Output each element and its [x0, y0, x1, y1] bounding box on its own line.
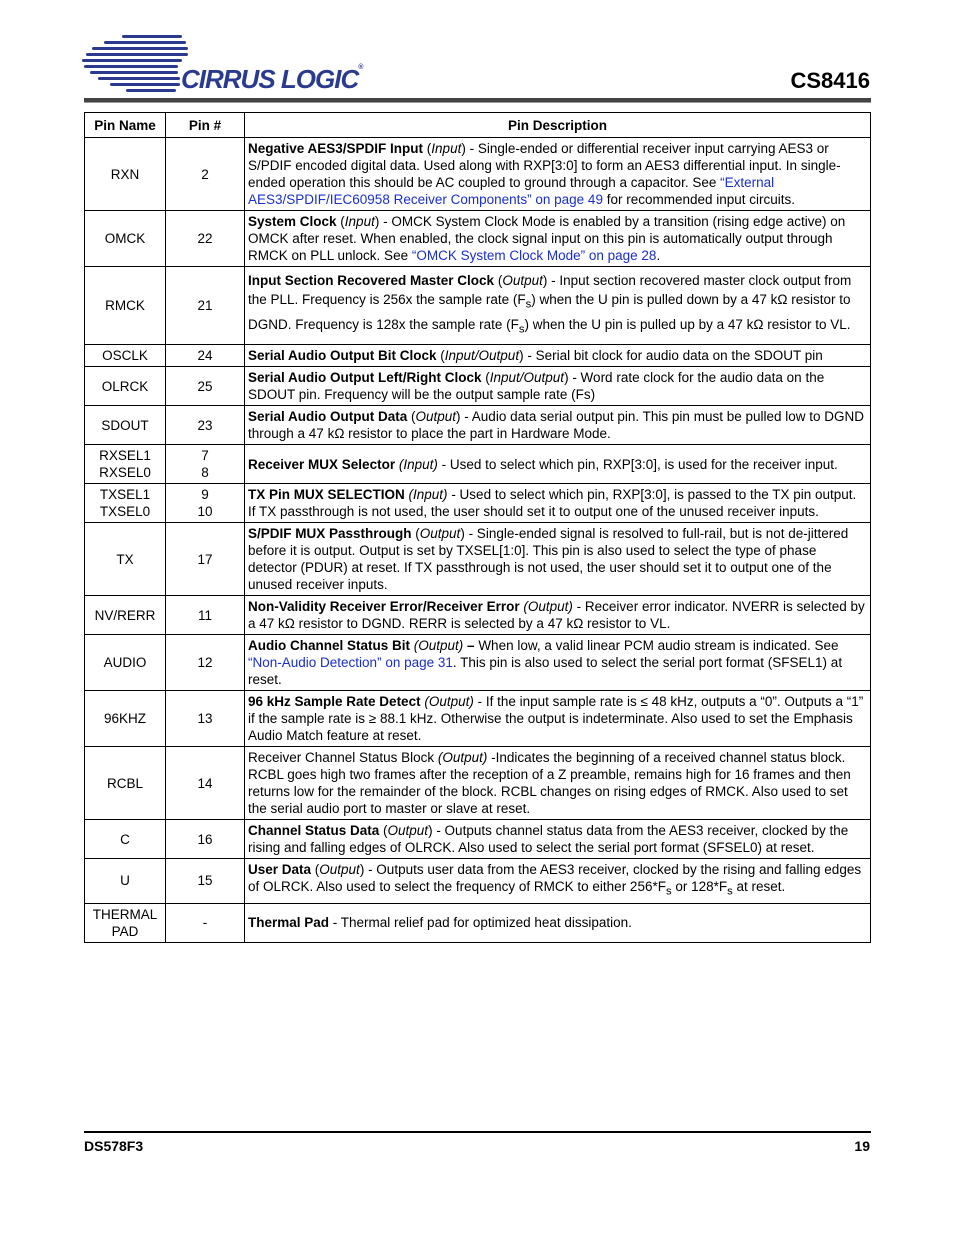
page-number: 19: [854, 1138, 870, 1154]
pin-description: Input Section Recovered Master Clock (Output) - Input section recovered master clock output from the PLL. Frequency is 256x the sample rate $(F_s)$ when the U pin is pulled down by a 47 kΩ resistor to DGND. Frequency is 128x the sample rate $(F_s)$ when the U pin is pulled up by a 47 kΩ resistor to VL.: [245, 267, 871, 345]
pin-description: TX Pin MUX SELECTION (Input) - Used to select which pin, RXP[3:0], is passed to the TX pin output. If TX passthrough is not used, the user should set it to output one of the unused receiver inputs.: [245, 484, 871, 523]
pin-title: TX Pin MUX SELECTION: [248, 487, 405, 502]
pin-title: User Data: [248, 862, 312, 877]
table-row: [85, 691, 871, 747]
table-row: [85, 211, 871, 267]
pin-name: RXSEL1 RXSEL0: [85, 445, 166, 484]
pin-title: 96 kHz Sample Rate Detect: [248, 694, 421, 709]
col-header-pin-name: Pin Name: [85, 113, 166, 138]
pin-direction: Output: [319, 862, 360, 877]
pin-direction: Output: [387, 823, 429, 838]
pin-description: System Clock (Input) - OMCK System Clock Mode is enabled by a transition (rising edge active) on OMCK after reset. When enabled, the clock signal input on this pin is automatically output through RMCK on PLL unlock. See “OMCK System Clock Mode” on page 28.: [245, 211, 871, 267]
pin-direction: Output: [415, 409, 457, 424]
table-row: [85, 903, 871, 942]
table-row: [85, 406, 871, 445]
table-row: [85, 267, 871, 345]
pin-direction: (Output): [424, 694, 474, 709]
table-row: [85, 445, 871, 484]
table-row: [85, 345, 871, 367]
pin-title: Receiver Channel Status Block: [248, 750, 435, 765]
pin-title: Serial Audio Output Left/Right Clock: [248, 370, 482, 385]
pin-number: 9 10: [166, 484, 245, 523]
pin-name: RCBL: [85, 747, 166, 820]
logo-wordmark: CIRRUS LOGIC®: [181, 64, 363, 94]
pin-description: S/PDIF MUX Passthrough (Output) - Single-ended signal is resolved to full-rail, but is not de-jittered before it is output. Output is set by TXSEL[1:0]. This pin is also used to select the type of phase detector (PDUR) at reset. If TX passthrough is not used, the user should set it to output one of the unused receiver inputs.: [245, 523, 871, 596]
table-header-row: [85, 113, 871, 138]
footer-rule: [84, 1131, 871, 1133]
pin-name: 96KHZ: [85, 691, 166, 747]
col-header-pin-number: Pin #: [166, 113, 245, 138]
pin-title: Receiver MUX Selector: [248, 456, 396, 472]
pin-direction: Input: [344, 214, 375, 229]
header-rule: [84, 98, 871, 103]
pin-direction: (Output): [413, 638, 464, 653]
pin-name: TX: [85, 523, 166, 596]
document-id: DS578F3: [84, 1138, 144, 1154]
pin-direction: Input/Output: [444, 348, 520, 363]
pin-number: 14: [166, 747, 245, 820]
pin-title: Non-Validity Receiver Error/Receiver Error: [248, 599, 520, 614]
pin-name: AUDIO: [85, 635, 166, 691]
pin-description: Non-Validity Receiver Error/Receiver Error (Output) - Receiver error indicator. NVERR is selected by a 47 kΩ resistor to DGND. RERR is selected by a 47 kΩ resistor to VL.: [245, 596, 871, 635]
pin-direction: (Output): [437, 750, 488, 765]
pin-title: Audio Channel Status Bit: [248, 638, 410, 653]
table-row: [85, 484, 871, 523]
pin-description-table: [84, 112, 871, 943]
pin-name: RMCK: [85, 267, 166, 345]
part-number: CS8416: [790, 68, 870, 93]
pin-name: C: [85, 820, 166, 859]
pin-name: U: [85, 859, 166, 904]
pin-description: Negative AES3/SPDIF Input (Input) - Single-ended or differential receiver input carrying AES3 or S/PDIF encoded digital data. Used along with RXP[3:0] to form an AES3 differential input. In single-ended operation this should be AC coupled to ground through a capacitor. See “External AES3/SPDIF/IEC60958 Receiver Components” on page 49 for recommended input circuits.: [245, 138, 871, 211]
pin-number: 21: [166, 267, 245, 345]
pin-number: 25: [166, 367, 245, 406]
pin-title: Negative AES3/SPDIF Input: [248, 141, 424, 156]
pin-number: 24: [166, 345, 245, 367]
pin-number: 11: [166, 596, 245, 635]
pin-title: System Clock: [248, 214, 337, 229]
table-row: [85, 596, 871, 635]
pin-title: Input Section Recovered Master Clock: [248, 273, 495, 289]
pin-title: Serial Audio Output Bit Clock: [248, 348, 437, 363]
pin-description: Channel Status Data (Output) - Outputs channel status data from the AES3 receiver, clocked by the rising and falling edges of OLRCK. Also used to select the serial port format (SFSEL0) at reset.: [245, 820, 871, 859]
pin-name: THERMAL PAD: [85, 903, 166, 942]
pin-description: Audio Channel Status Bit (Output) – When low, a valid linear PCM audio stream is indicated. See “Non-Audio Detection” on page 31. This pin is also used to select the serial port format (SFSEL1) at reset.: [245, 635, 871, 691]
pin-name: RXN: [85, 138, 166, 211]
pin-number: 17: [166, 523, 245, 596]
pin-name: OMCK: [85, 211, 166, 267]
table-row: [85, 523, 871, 596]
pin-number: 13: [166, 691, 245, 747]
pin-name: OSCLK: [85, 345, 166, 367]
pin-direction: (Input): [408, 487, 448, 502]
pin-description: User Data (Output) - Outputs user data from the AES3 receiver, clocked by the rising and falling edges of OLRCK. Also used to select the frequency of RMCK to either $256*F_s$ or $128*F_s$ at reset.: [245, 859, 871, 904]
cross-reference-link[interactable]: “External AES3/SPDIF/IEC60958 Receiver Components” on page 49: [248, 175, 775, 207]
pin-direction: Output: [419, 526, 461, 541]
pin-name: TXSEL1 TXSEL0: [85, 484, 166, 523]
pin-number: 12: [166, 635, 245, 691]
pin-number: 22: [166, 211, 245, 267]
pin-description: 96 kHz Sample Rate Detect (Output) - If the input sample rate is ≤ 48 kHz, outputs a “0”. Outputs a “1” if the sample rate is ≥ 88.1 kHz. Otherwise the output is indeterminate. Also used to set the Emphasis Audio Match feature at reset.: [245, 691, 871, 747]
pin-direction: Input/Output: [489, 370, 565, 385]
table-row: [85, 138, 871, 211]
pin-number: 16: [166, 820, 245, 859]
pin-number: 2: [166, 138, 245, 211]
pin-description: Serial Audio Output Data (Output) - Audio data serial output pin. This pin must be pulled low to DGND through a 47 kΩ resistor to place the part in Hardware Mode.: [245, 406, 871, 445]
pin-number: 7 8: [166, 445, 245, 484]
pin-title: Thermal Pad: [248, 915, 330, 931]
table-row: [85, 859, 871, 904]
cross-reference-link[interactable]: “Non-Audio Detection” on page 31: [248, 655, 453, 670]
pin-direction: (Input): [398, 456, 438, 472]
pin-direction: (Output): [523, 599, 573, 614]
pin-direction: Output: [502, 273, 543, 289]
pin-number: 23: [166, 406, 245, 445]
pin-description: Serial Audio Output Left/Right Clock (Input/Output) - Word rate clock for the audio data on the SDOUT pin. Frequency will be the output sample rate (Fs): [245, 367, 871, 406]
cross-reference-link[interactable]: “OMCK System Clock Mode” on page 28: [411, 248, 657, 263]
pin-description: Receiver MUX Selector (Input) - Used to select which pin, RXP[3:0], is used for the receiver input.: [245, 445, 871, 484]
pin-number: 15: [166, 859, 245, 904]
pin-number: -: [166, 903, 245, 942]
table-row: [85, 747, 871, 820]
pin-description: Serial Audio Output Bit Clock (Input/Output) - Serial bit clock for audio data on the SDOUT pin: [245, 345, 871, 367]
pin-name: SDOUT: [85, 406, 166, 445]
pin-title: Serial Audio Output Data: [248, 409, 408, 424]
pin-direction: Input: [431, 141, 462, 156]
pin-title: Channel Status Data: [248, 823, 380, 838]
pin-description: Thermal Pad - Thermal relief pad for optimized heat dissipation.: [245, 903, 871, 942]
table-row: [85, 635, 871, 691]
col-header-pin-description: Pin Description: [245, 113, 871, 138]
table-row: [85, 820, 871, 859]
pin-name: OLRCK: [85, 367, 166, 406]
pin-description: Receiver Channel Status Block (Output) -Indicates the beginning of a received channel status block. RCBL goes high two frames after the reception of a Z preamble, remains high for 16 frames and then returns low for the remainder of the block. RCBL changes on rising edges of RMCK. Also used to set the serial audio port to master or slave at reset.: [245, 747, 871, 820]
table-row: [85, 367, 871, 406]
pin-name: NV/RERR: [85, 596, 166, 635]
pin-title: S/PDIF MUX Passthrough: [248, 526, 412, 541]
